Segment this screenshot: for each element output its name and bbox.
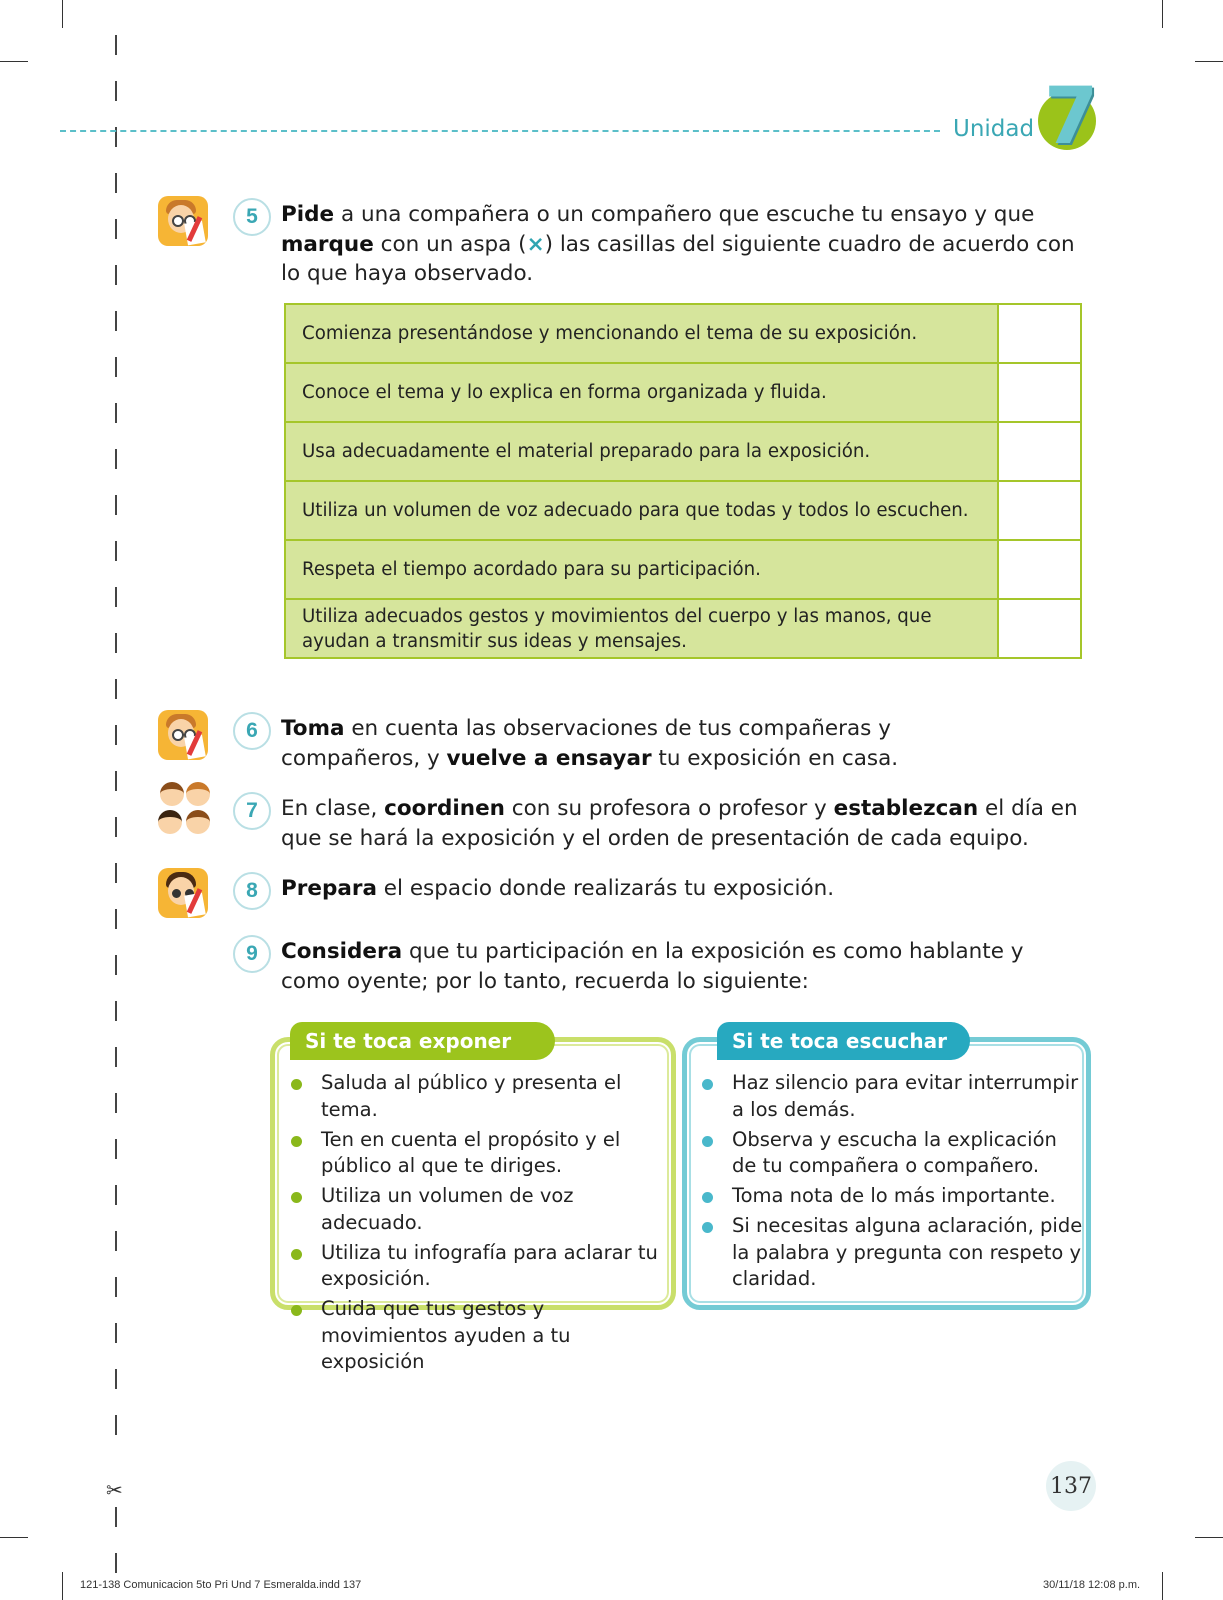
instruction-text: En clase, <box>281 796 385 821</box>
bold-instruction-verb: marque <box>281 231 374 257</box>
checklist-checkbox[interactable] <box>999 482 1080 539</box>
cut-line-dash <box>115 1553 117 1573</box>
header-dashed-rule <box>60 130 940 132</box>
unit-label: Unidad <box>953 116 1035 142</box>
list-item <box>288 1296 673 1376</box>
checklist-row <box>286 600 1080 657</box>
cut-line-dash <box>115 1415 117 1435</box>
checklist-checkbox[interactable] <box>999 364 1080 421</box>
list-item <box>288 1070 673 1123</box>
bold-instruction-verb: Considera <box>281 939 403 964</box>
cut-line-dash <box>115 495 117 515</box>
cut-line-dash <box>115 863 117 883</box>
bullet-icon <box>702 1192 713 1203</box>
crop-mark-bottom-right <box>1162 1572 1163 1600</box>
cut-line-dash <box>115 817 117 837</box>
scissors-icon: ✂ <box>106 1478 123 1502</box>
cut-line-dash <box>115 357 117 377</box>
list-item <box>699 1127 1084 1180</box>
bold-instruction-verb: Prepara <box>281 876 377 901</box>
page-number: 137 <box>1046 1461 1096 1511</box>
checklist-row <box>286 364 1080 423</box>
list-item-text: Si necesitas alguna aclaración, pide la palabra y pregunta con respeto y claridad. <box>732 1214 1083 1290</box>
activity-5-instruction <box>281 200 1081 289</box>
cut-line-dash <box>115 1507 117 1527</box>
checklist-row <box>286 541 1080 600</box>
cut-line-dash <box>115 173 117 193</box>
speaker-tips-list <box>288 1070 673 1379</box>
list-item <box>288 1127 673 1180</box>
list-item <box>288 1183 673 1236</box>
list-item-text: Saluda al público y presenta el tema. <box>321 1071 622 1121</box>
cut-line-dash <box>115 81 117 101</box>
checklist-row <box>286 305 1080 364</box>
listener-tips-list <box>699 1070 1084 1296</box>
bold-instruction-verb: vuelve a ensayar <box>446 745 652 771</box>
checklist-table <box>284 303 1082 659</box>
cut-line-dash <box>115 1047 117 1067</box>
bullet-icon <box>291 1136 302 1147</box>
list-item-text: Haz silencio para evitar interrumpir a los demás. <box>732 1071 1079 1121</box>
crop-mark-top-left <box>62 0 63 28</box>
instruction-text: en cuenta las observaciones de tus compañeras y compañeros, y <box>281 716 891 771</box>
individual-work-icon <box>158 710 208 760</box>
unit-number: 7 <box>1044 72 1099 162</box>
checklist-row <box>286 482 1080 541</box>
activity-9-instruction <box>281 937 1081 996</box>
list-item-text: Toma nota de lo más importante. <box>732 1184 1056 1207</box>
cut-line-dash <box>115 771 117 791</box>
list-item-text: Observa y escucha la explicación de tu compañera o compañero. <box>732 1127 1057 1177</box>
cut-line-dash <box>115 955 117 975</box>
crop-mark-right-bottom <box>1195 1537 1223 1538</box>
cut-line-dash <box>115 633 117 653</box>
listener-tips-title: Si te toca escuchar <box>717 1022 970 1060</box>
cut-line-dash <box>115 1139 117 1159</box>
x-mark-glyph: × <box>526 231 545 257</box>
checklist-criterion: Utiliza adecuados gestos y movimientos del cuerpo y las manos, que ayudan a transmitir sus ideas y mensajes. <box>286 600 999 657</box>
speaker-tips-title: Si te toca exponer <box>290 1022 555 1060</box>
activity-number-7: 7 <box>233 792 271 830</box>
crop-mark-right-top <box>1195 61 1223 62</box>
cut-line-dash <box>115 1001 117 1021</box>
checklist-criterion: Conoce el tema y lo explica en forma organizada y fluida. <box>286 364 999 421</box>
cut-line-dash <box>115 449 117 469</box>
bold-instruction-verb: establezcan <box>833 796 979 821</box>
cut-line-dash <box>115 311 117 331</box>
crop-mark-bottom-left <box>62 1572 63 1600</box>
bullet-icon <box>291 1079 302 1090</box>
cut-line-dash <box>115 587 117 607</box>
individual-work-icon <box>158 868 208 918</box>
crop-mark-top-right <box>1162 0 1163 28</box>
checklist-criterion: Respeta el tiempo acordado para su participación. <box>286 541 999 598</box>
cut-line-dash <box>115 1185 117 1205</box>
instruction-text: a una compañera o un compañero que escuche tu ensayo y que <box>334 202 1035 227</box>
bullet-icon <box>291 1305 302 1316</box>
checklist-checkbox[interactable] <box>999 541 1080 598</box>
cut-line-dash <box>115 1369 117 1389</box>
instruction-text: tu exposición en casa. <box>651 745 899 771</box>
cut-line-dash <box>115 403 117 423</box>
bold-instruction-verb: coordinen <box>384 796 505 821</box>
checklist-checkbox[interactable] <box>999 600 1080 657</box>
cut-line-dash <box>115 725 117 745</box>
cut-line-dash <box>115 909 117 929</box>
bullet-icon <box>291 1249 302 1260</box>
cut-line-dash <box>115 1231 117 1251</box>
bold-instruction-verb: Toma <box>281 716 345 741</box>
crop-mark-left-bottom <box>0 1537 28 1538</box>
checklist-row <box>286 423 1080 482</box>
list-item <box>699 1183 1084 1210</box>
instruction-text: ) las casillas del siguiente cuadro de acuerdo con lo que haya observado. <box>281 231 1075 286</box>
group-work-icon <box>156 780 216 840</box>
instruction-text: el espacio donde realizarás tu exposición. <box>376 876 835 901</box>
checklist-criterion: Utiliza un volumen de voz adecuado para que todas y todos lo escuchen. <box>286 482 999 539</box>
activity-number-9: 9 <box>233 935 271 973</box>
crop-mark-left-top <box>0 61 28 62</box>
activity-number-5: 5 <box>233 198 271 236</box>
bullet-icon <box>702 1079 713 1090</box>
bullet-icon <box>702 1136 713 1147</box>
list-item-text: Cuida que tus gestos y movimientos ayuden a tu exposición <box>321 1297 571 1373</box>
bullet-icon <box>291 1192 302 1203</box>
cut-line-dash <box>115 679 117 699</box>
cut-line-dash <box>115 541 117 561</box>
cut-line-dash <box>115 1323 117 1343</box>
footer-date-slug: 30/11/18 12:08 p.m. <box>1043 1579 1141 1591</box>
activity-8-instruction <box>281 874 1101 904</box>
instruction-text: el día en que se hará la exposición y el orden de presentación de cada equipo. <box>281 796 1078 851</box>
instruction-text: con su profesora o profesor y <box>504 796 834 821</box>
cut-line-dash <box>115 219 117 239</box>
instruction-text: que tu participación en la exposición es como hablante y como oyente; por lo tanto, recuerda lo siguiente: <box>281 939 1024 994</box>
cut-line-dash <box>115 265 117 285</box>
list-item <box>699 1213 1084 1293</box>
instruction-text: con un aspa ( <box>373 231 527 257</box>
list-item <box>288 1240 673 1293</box>
bullet-icon <box>702 1222 713 1233</box>
list-item-text: Utiliza tu infografía para aclarar tu exposición. <box>321 1240 658 1290</box>
activity-number-6: 6 <box>233 712 271 750</box>
checklist-criterion: Comienza presentándose y mencionando el tema de su exposición. <box>286 305 999 362</box>
list-item-text: Utiliza un volumen de voz adecuado. <box>321 1184 574 1234</box>
list-item <box>699 1070 1084 1123</box>
cut-line-dash <box>115 35 117 55</box>
footer-file-slug: 121-138 Comunicacion 5to Pri Und 7 Esmeralda.indd 137 <box>80 1579 362 1591</box>
bold-instruction-verb: Pide <box>281 202 335 227</box>
activity-number-8: 8 <box>233 872 271 910</box>
list-item-text: Ten en cuenta el propósito y el público al que te diriges. <box>321 1127 621 1177</box>
checklist-checkbox[interactable] <box>999 305 1080 362</box>
checklist-criterion: Usa adecuadamente el material preparado para la exposición. <box>286 423 999 480</box>
pair-work-icon <box>158 196 208 246</box>
activity-6-instruction <box>281 714 1026 773</box>
cut-line-dash <box>115 1093 117 1113</box>
cut-line-dash <box>115 1277 117 1297</box>
activity-7-instruction <box>281 794 1101 853</box>
checklist-checkbox[interactable] <box>999 423 1080 480</box>
